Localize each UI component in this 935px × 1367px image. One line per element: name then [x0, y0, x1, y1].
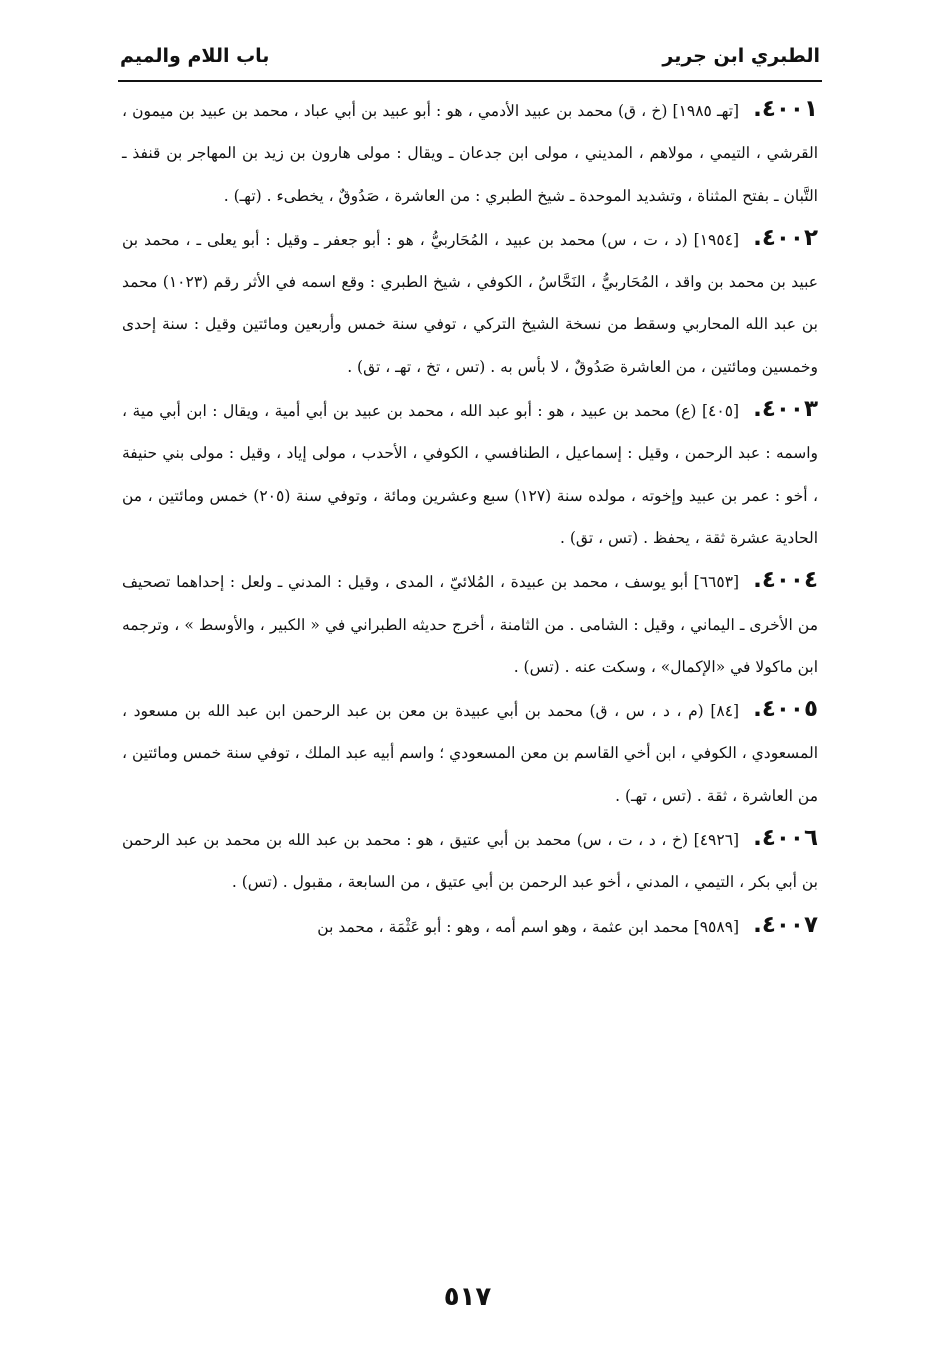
entry-4007 — [122, 904, 818, 948]
page-body — [122, 88, 818, 948]
header-rule — [118, 80, 822, 82]
page-number: ٥١٧ — [443, 1282, 492, 1312]
entry-text: [تهـ ١٩٨٥] (خ ، ق) محمد بن عبيد الأدمي ، هو : أبو عبيد بن أبي عباد ، محمد بن عبيد بن ميمون ، القرشي ، التيمي ، مولاهم ، المديني ، مولى ابن جدعان ـ ويقال : مولى هارون بن زيد بن المهاجر بن قنفذ ـ التَّبان ـ بفتح المثناة ، وتشديد الموحدة ـ شيخ الطبري : من العاشرة ، صَدُوقٌ ، يخطىء . (تهـ) . — [122, 102, 818, 205]
entry-4002 — [122, 217, 818, 388]
entry-number: ٤٠٠٤. — [753, 567, 818, 594]
entry-number: ٤٠٠٢. — [753, 224, 818, 251]
entry-4003 — [122, 388, 818, 559]
entry-text: [٤٩٢٦] (خ ، د ، ت ، س) محمد بن أبي عتيق ، هو : محمد بن عبد الله بن محمد بن عبد الرحمن بن أبي بكر ، التيمي ، المدني ، أخو عبد الرحمن بن أبي عتيق ، من السابعة ، مقبول . (تس) . — [122, 831, 818, 892]
entry-4006 — [122, 817, 818, 904]
entry-number: ٤٠٠٥. — [753, 696, 818, 723]
entry-number: ٤٠٠٣. — [753, 396, 818, 423]
entry-4004 — [122, 559, 818, 688]
entry-4005 — [122, 688, 818, 817]
entry-4001 — [122, 88, 818, 217]
entry-number: ٤٠٠٦. — [753, 825, 818, 852]
header-book-title: الطبري ابن جرير — [662, 45, 820, 67]
entry-text: [٨٤] (م ، د ، س ، ق) محمد بن أبي عبيدة بن معن بن عبد الرحمن ابن عبد الله بن مسعود ، المسعودي ، الكوفي ، ابن أخي القاسم بن معن المسعودي ؛ واسم أبيه عبد الملك ، توفي سنة خمس ومائتين ، من العاشرة ، ثقة . (تس ، تهـ) . — [122, 702, 818, 805]
header-chapter-title: باب اللام والميم — [120, 45, 270, 67]
entry-text: [٩٥٨٩] محمد ابن عثمة ، وهو اسم أمه ، وهو : أبو عَثْمَة ، محمد بن — [317, 917, 740, 936]
entry-text: [١٩٥٤] (د ، ت ، س) محمد بن عبيد ، المُحَاربيُّ ، هو : أبو جعفر ـ وقيل : أبو يعلى ـ ، محمد بن عبيد بن محمد بن واقد ، المُحَاربيُّ ، النَحَّاسُ ، الكوفي ، شيخ الطبري : وقع اسمه في الأثر رقم (١٠٢٣) محمد بن عبد الله المحاربي وسقط من نسخة الشيخ التركي ، توفي سنة خمس وأربعين ومائتين وقيل : سنة إحدى وخمسين ومائتين ، من العاشرة صَدُوقٌ ، لا بأس به . (تس ، تخ ، تهـ ، تق) . — [122, 230, 818, 376]
running-header — [120, 38, 820, 74]
entry-text: [٤٠٥] (ع) محمد بن عبيد ، هو : أبو عبد الله ، محمد بن عبيد بن أبي أمية ، ويقال : ابن أبي مية ، واسمه : عبد الرحمن ، وقيل : إسماعيل ، الطنافسي ، الكوفي ، الأحدب ، مولى إياد ، وقيل : مولى بني حنيفة ، أخو : عمر بن عبيد وإخوته ، مولده سنة (١٢٧) سبع وعشرين ومائة ، وتوفي سنة (٢٠٥) خمس ومائتين ، من الحادية عشرة ثقة ، يحفظ . (تس ، تق) . — [122, 402, 819, 547]
entry-number: ٤٠٠٧. — [753, 911, 818, 938]
entry-number: ٤٠٠١. — [753, 96, 818, 122]
entry-text: [٦٦٥٣] أبو يوسف ، محمد بن عبيدة ، المُلائيّ ، المدى ، وقيل : المدني ـ ولعل : إحداهما تصحيف من الأخرى ـ اليماني ، وقيل : الشامى . من الثامنة ، أخرج حديثه الطبراني في « الكبير ، والأوسط » ، وترجمه ابن ماكولا في «الإكمال» ، وسكت عنه . (تس) . — [122, 573, 818, 676]
